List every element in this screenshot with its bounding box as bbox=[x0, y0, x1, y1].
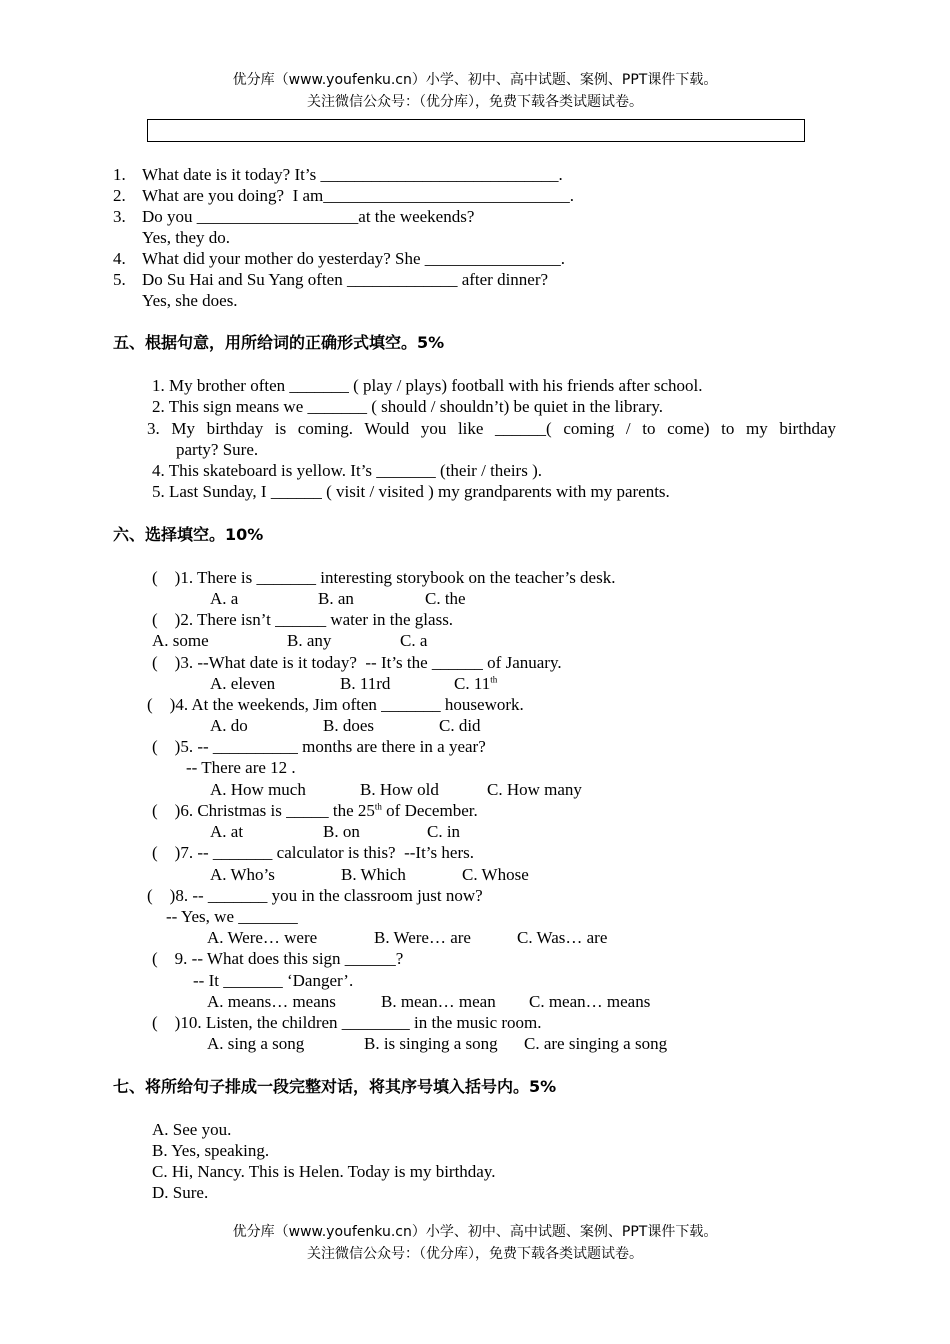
answer-text: Yes, she does. bbox=[142, 291, 238, 310]
choice-option: B. Were… are bbox=[374, 928, 471, 947]
answer-box bbox=[147, 119, 805, 142]
fill-item: 1. My brother often _______ ( play / plays) football with his friends after school. bbox=[152, 376, 703, 395]
site-header-line-2: 关注微信公众号：（优分库），免费下载各类试题试卷。 bbox=[307, 94, 643, 110]
choice-answer-line: -- It _______ ‘Danger’. bbox=[193, 971, 354, 990]
choice-question: ( )6. Christmas is _____ the 25th of December. bbox=[152, 801, 478, 820]
question-text: Do Su Hai and Su Yang often _____________ after dinner? bbox=[142, 270, 549, 289]
choice-option: A. at bbox=[210, 822, 244, 841]
choice-question: ( )10. Listen, the children ________ in the music room. bbox=[152, 1013, 542, 1032]
question-text: Do you ___________________at the weekends? bbox=[142, 207, 475, 226]
answer-text: Yes, they do. bbox=[142, 228, 231, 247]
choice-option: B. 11rd bbox=[340, 674, 391, 693]
choice-option: C. Whose bbox=[462, 865, 529, 884]
choice-question: ( )5. -- __________ months are there in a year? bbox=[152, 737, 486, 756]
dialogue-sentence: C. Hi, Nancy. This is Helen. Today is my birthday. bbox=[152, 1162, 496, 1181]
dialogue-sentence: B. Yes, speaking. bbox=[152, 1141, 270, 1160]
choice-option: A. Who’s bbox=[210, 865, 275, 884]
choice-option: C. Was… are bbox=[517, 928, 608, 947]
question-number: 3. bbox=[113, 207, 126, 226]
question-number: 1. bbox=[113, 165, 126, 184]
choice-option: C. the bbox=[425, 589, 466, 608]
choice-option: B. How old bbox=[360, 780, 439, 799]
fill-item: 2. This sign means we _______ ( should / shouldn’t) be quiet in the library. bbox=[152, 397, 664, 416]
choice-option: C. did bbox=[439, 716, 481, 735]
choice-option: C. are singing a song bbox=[524, 1034, 668, 1053]
question-number: 5. bbox=[113, 270, 126, 289]
choice-question: ( )7. -- _______ calculator is this? --It’s hers. bbox=[152, 843, 474, 862]
choice-option: C. 11th bbox=[454, 674, 498, 693]
section-title-part6: 六、选择填空。10% bbox=[113, 525, 264, 544]
site-header-line-1: 优分库（www.youfenku.cn）小学、初中、高中试题、案例、PPT课件下载。 bbox=[232, 72, 718, 88]
choice-option: A. Were… were bbox=[207, 928, 318, 947]
dialogue-sentence: A. See you. bbox=[152, 1120, 232, 1139]
choice-option: A. How much bbox=[210, 780, 306, 799]
choice-option: B. is singing a song bbox=[364, 1034, 498, 1053]
fill-item: 3. My birthday is coming. Would you like ______( coming / to come) to my birthday bbox=[147, 419, 836, 438]
choice-option: A. some bbox=[152, 631, 209, 650]
choice-option: C. a bbox=[400, 631, 428, 650]
choice-option: C. mean… means bbox=[529, 992, 651, 1011]
choice-option: C. How many bbox=[487, 780, 582, 799]
choice-option: B. an bbox=[318, 589, 354, 608]
choice-question: ( )1. There is _______ interesting storybook on the teacher’s desk. bbox=[152, 568, 616, 587]
choice-option: A. sing a song bbox=[207, 1034, 305, 1053]
choice-option: B. on bbox=[323, 822, 360, 841]
choice-question: ( 9. -- What does this sign ______? bbox=[152, 949, 404, 968]
choice-option: B. Which bbox=[341, 865, 406, 884]
choice-option: A. do bbox=[210, 716, 248, 735]
choice-option: C. in bbox=[427, 822, 461, 841]
question-text: What did your mother do yesterday? She ________________. bbox=[142, 249, 566, 268]
section-title-part5: 五、根据句意，用所给词的正确形式填空。5% bbox=[113, 333, 445, 352]
choice-answer-line: -- Yes, we _______ bbox=[166, 907, 298, 926]
choice-option: B. does bbox=[323, 716, 374, 735]
site-footer-line-2: 关注微信公众号：（优分库），免费下载各类试题试卷。 bbox=[307, 1246, 643, 1262]
choice-question: ( )8. -- _______ you in the classroom just now? bbox=[147, 886, 483, 905]
question-text: What are you doing? I am_____________________________. bbox=[142, 186, 575, 205]
question-text: What date is it today? It’s ____________________________. bbox=[142, 165, 563, 184]
choice-answer-line: -- There are 12 . bbox=[186, 758, 296, 777]
site-footer-line-1: 优分库（www.youfenku.cn）小学、初中、高中试题、案例、PPT课件下载。 bbox=[232, 1224, 718, 1240]
fill-item-continued: party? Sure. bbox=[176, 440, 259, 459]
fill-item: 4. This skateboard is yellow. It’s _______ (their / theirs ). bbox=[152, 461, 542, 480]
choice-question: ( )4. At the weekends, Jim often _______ housework. bbox=[147, 695, 524, 714]
choice-question: ( )2. There isn’t ______ water in the glass. bbox=[152, 610, 454, 629]
dialogue-sentence: D. Sure. bbox=[152, 1183, 209, 1202]
choice-option: A. means… means bbox=[207, 992, 336, 1011]
choice-option: A. a bbox=[210, 589, 239, 608]
choice-question: ( )3. --What date is it today? -- It’s the ______ of January. bbox=[152, 653, 562, 672]
choice-option: A. eleven bbox=[210, 674, 276, 693]
choice-option: B. any bbox=[287, 631, 332, 650]
question-number: 2. bbox=[113, 186, 126, 205]
section-title-part7: 七、将所给句子排成一段完整对话，将其序号填入括号内。5% bbox=[113, 1077, 557, 1096]
question-number: 4. bbox=[113, 249, 126, 268]
fill-item: 5. Last Sunday, I ______ ( visit / visited ) my grandparents with my parents. bbox=[152, 482, 670, 501]
choice-option: B. mean… mean bbox=[381, 992, 496, 1011]
